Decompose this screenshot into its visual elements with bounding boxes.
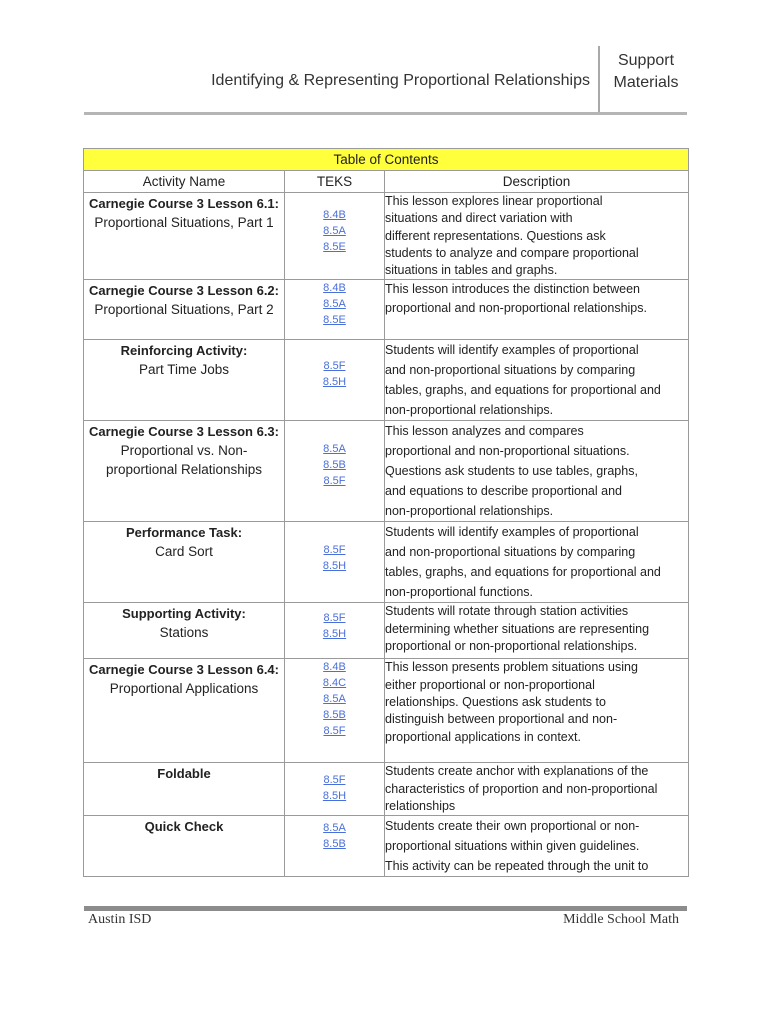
- description-line: relationships. Questions ask students to: [385, 695, 606, 710]
- table-row: [84, 280, 689, 340]
- description-line: This lesson presents problem situations using: [385, 660, 638, 675]
- header-divider: [598, 46, 600, 112]
- description-line: characteristics of proportion and non-proportional: [385, 781, 658, 796]
- activity-name-cell: [84, 421, 285, 522]
- table-row: [84, 763, 689, 816]
- activity-name-bold: Foldable: [157, 766, 211, 782]
- teks-link[interactable]: 8.4B: [323, 209, 346, 221]
- description-line: Students create their own proportional or non-: [385, 819, 640, 834]
- description-line: This lesson explores linear proportional: [385, 194, 603, 208]
- activity-name-bold: Carnegie Course 3 Lesson 6.2:: [88, 283, 279, 299]
- description-line: This activity can be repeated through the unit to: [385, 859, 649, 874]
- column-header-description: Description: [385, 171, 689, 193]
- table-row: [84, 193, 689, 280]
- table-row: [84, 659, 689, 763]
- description-line: students to analyze and compare proportional: [385, 245, 639, 260]
- teks-link[interactable]: 8.5B: [323, 709, 346, 722]
- teks-link[interactable]: 8.4B: [323, 282, 346, 295]
- description-cell: [385, 659, 689, 763]
- activity-name-text: Stations: [159, 625, 209, 641]
- toc-title: Table of Contents: [84, 149, 689, 171]
- description-line: proportional situations within given guidelines.: [385, 839, 640, 854]
- description-line: different representations. Questions ask: [385, 228, 606, 243]
- table-row: [84, 421, 689, 522]
- description-cell: [385, 421, 689, 522]
- description-line: proportional applications in context.: [385, 729, 581, 744]
- header-side-label: [606, 50, 686, 94]
- column-header-activity: Activity Name: [84, 171, 285, 193]
- activity-name-text: Card Sort: [155, 544, 213, 560]
- description-line: Students create anchor with explanations of the: [385, 764, 649, 779]
- description-cell: [385, 816, 689, 877]
- activity-name-text: Proportional Situations, Part 2: [94, 302, 274, 318]
- description-line: This lesson analyzes and compares: [385, 424, 584, 439]
- teks-link[interactable]: 8.5A: [323, 693, 346, 706]
- activity-name-bold: Performance Task:: [125, 525, 243, 541]
- description-cell: [385, 280, 689, 340]
- description-line: Students will identify examples of proportional: [385, 525, 639, 540]
- teks-link[interactable]: 8.5A: [323, 225, 346, 237]
- activity-name-cell: [84, 763, 285, 816]
- teks-link[interactable]: 8.5H: [322, 790, 347, 803]
- header-side-line1: Support: [617, 52, 675, 69]
- activity-name-bold: Carnegie Course 3 Lesson 6.1:: [88, 196, 279, 211]
- description-line: non-proportional relationships.: [385, 504, 554, 519]
- teks-cell: [285, 421, 385, 522]
- teks-link[interactable]: 8.5F: [323, 475, 346, 488]
- teks-link[interactable]: 8.5E: [323, 241, 346, 253]
- description-line: Questions ask students to use tables, graphs,: [385, 464, 638, 479]
- description-line: Students will identify examples of proportional: [385, 343, 639, 358]
- teks-link[interactable]: 8.5H: [322, 628, 347, 641]
- footer-right: Middle School Math: [563, 912, 679, 927]
- teks-link[interactable]: 8.4C: [322, 677, 347, 690]
- activity-name-bold: Carnegie Course 3 Lesson 6.4:: [88, 662, 279, 678]
- activity-name-cell: [84, 340, 285, 421]
- activity-name-text: Part Time Jobs: [138, 362, 230, 378]
- description-line: situations and direct variation with: [385, 211, 573, 226]
- teks-link[interactable]: 8.5F: [323, 612, 346, 625]
- teks-link[interactable]: 8.5H: [322, 560, 347, 573]
- activity-name-text: Proportional Situations, Part 1: [94, 215, 274, 230]
- description-cell: [385, 522, 689, 603]
- description-line: proportional or non-proportional relationships.: [385, 639, 638, 654]
- description-line: Students will rotate through station activities: [385, 604, 629, 619]
- description-cell: [385, 193, 689, 280]
- teks-cell: [285, 659, 385, 763]
- teks-cell: [285, 340, 385, 421]
- teks-link[interactable]: 8.5A: [323, 822, 346, 835]
- teks-link[interactable]: 8.5F: [323, 725, 346, 738]
- activity-name-cell: [84, 603, 285, 659]
- table-row: [84, 816, 689, 877]
- description-line: and non-proportional situations by comparing: [385, 363, 636, 378]
- teks-cell: [285, 193, 385, 280]
- activity-name-bold: Quick Check: [144, 819, 224, 835]
- description-line: non-proportional relationships.: [385, 403, 554, 418]
- activity-name-bold: Reinforcing Activity:: [120, 343, 248, 359]
- description-line: proportional and non-proportional relationships.: [385, 301, 647, 316]
- teks-link[interactable]: 8.5F: [323, 544, 346, 557]
- footer-rule: [84, 906, 687, 911]
- teks-link[interactable]: 8.5E: [323, 314, 346, 327]
- description-line: distinguish between proportional and non-: [385, 712, 618, 727]
- teks-cell: [285, 816, 385, 877]
- description-line: and non-proportional situations by comparing: [385, 545, 636, 560]
- teks-link[interactable]: 8.4B: [323, 661, 346, 674]
- description-line: either proportional or non-proportional: [385, 677, 595, 692]
- teks-cell: [285, 603, 385, 659]
- description-cell: [385, 340, 689, 421]
- activity-name-bold: Carnegie Course 3 Lesson 6.3:: [88, 424, 279, 440]
- column-header-teks: TEKS: [285, 171, 385, 193]
- header-side-line2: Materials: [613, 74, 679, 91]
- activity-name-text: Proportional vs. Non-: [120, 443, 248, 459]
- table-row: [84, 522, 689, 603]
- teks-link[interactable]: 8.5B: [323, 459, 346, 472]
- teks-link[interactable]: 8.5F: [323, 360, 346, 373]
- description-cell: [385, 763, 689, 816]
- header-rule: [84, 112, 687, 115]
- description-line: situations in tables and graphs.: [385, 263, 558, 278]
- activity-name-cell: [84, 193, 285, 280]
- activity-name-cell: [84, 659, 285, 763]
- description-cell: [385, 603, 689, 659]
- table-of-contents: [83, 148, 689, 877]
- activity-name-cell: [84, 280, 285, 340]
- description-line: This lesson introduces the distinction between: [385, 282, 641, 297]
- description-line: tables, graphs, and equations for proportional and: [385, 383, 661, 398]
- footer-left: Austin ISD: [88, 912, 152, 927]
- description-line: determining whether situations are representing: [385, 621, 650, 636]
- teks-link[interactable]: 8.5A: [323, 298, 346, 311]
- table-row: [84, 340, 689, 421]
- activity-name-cell: [84, 816, 285, 877]
- activity-name-text: proportional Relationships: [105, 462, 263, 478]
- teks-cell: [285, 280, 385, 340]
- teks-cell: [285, 763, 385, 816]
- description-line: non-proportional functions.: [385, 585, 534, 600]
- teks-link[interactable]: 8.5A: [323, 443, 346, 456]
- description-line: tables, graphs, and equations for proportional and: [385, 565, 661, 580]
- activity-name-text: Proportional Applications: [109, 681, 259, 697]
- teks-link[interactable]: 8.5H: [322, 376, 347, 389]
- teks-cell: [285, 522, 385, 603]
- description-line: and equations to describe proportional and: [385, 484, 622, 499]
- teks-link[interactable]: 8.5F: [323, 774, 346, 787]
- page-title: Identifying & Representing Proportional Relationships: [211, 72, 590, 89]
- table-row: [84, 603, 689, 659]
- description-line: relationships: [385, 799, 456, 814]
- teks-link[interactable]: 8.5B: [323, 838, 346, 851]
- description-line: proportional and non-proportional situations.: [385, 444, 630, 459]
- activity-name-cell: [84, 522, 285, 603]
- activity-name-bold: Supporting Activity:: [122, 606, 246, 622]
